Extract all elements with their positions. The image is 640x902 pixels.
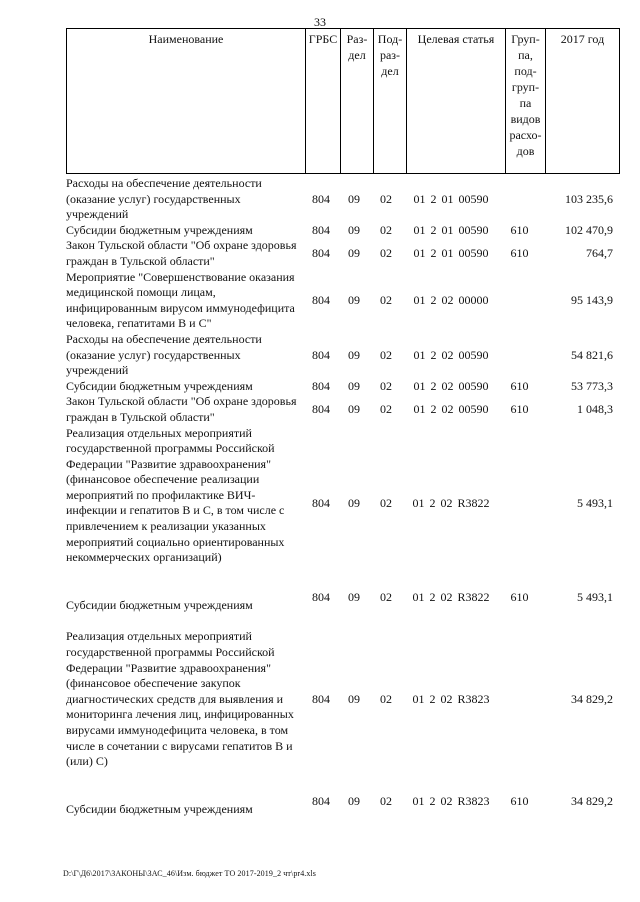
header-name: Наименование xyxy=(67,29,306,174)
cell-amount: 34 829,2 xyxy=(571,691,613,706)
cell-grbs: 804 xyxy=(312,402,330,417)
cell-name xyxy=(66,223,304,239)
cell-target: 01 2 01 00590 xyxy=(413,246,489,261)
cell-vid xyxy=(500,270,539,332)
cell-grbs: 804 xyxy=(312,793,330,808)
cell-podrazdel: 02 xyxy=(380,589,392,604)
cell-podrazdel: 02 xyxy=(380,378,392,393)
cell-amount: 764,7 xyxy=(586,246,613,261)
table-row xyxy=(66,332,615,379)
cell-target: 01 2 02 R3822 xyxy=(412,495,490,510)
header-target: Целевая статья xyxy=(407,29,506,174)
cell-amount: 102 470,9 xyxy=(565,222,613,237)
row-spacer xyxy=(66,582,304,598)
table-row xyxy=(66,238,615,269)
header-podrazdel: Под-раз-дел xyxy=(374,29,407,174)
cell-amount: 5 493,1 xyxy=(577,589,613,604)
row-name-text: Субсидии бюджетным учреждениям xyxy=(66,801,253,816)
cell-podrazdel: 02 xyxy=(380,191,392,206)
cell-razdel: 09 xyxy=(348,589,360,604)
cell-razdel: 09 xyxy=(348,495,360,510)
cell-target: 01 2 02 R3823 xyxy=(412,793,490,808)
budget-table xyxy=(66,176,615,817)
row-spacer xyxy=(66,566,304,582)
cell-amount: 95 143,9 xyxy=(571,292,613,307)
row-name-text: Мероприятие "Совершенствование оказания медицинской помощи лицам, инфицированным вирусом иммунодефицита человека, гепатитами В и С" xyxy=(66,269,295,331)
row-name-text: Реализация отдельных мероприятий государственной программы Российской Федерации "Развитие здравоохранения" (финансовое обеспечение реализации мероприятий по профилактике ВИЧ-инфекции и гепатитов В и С, в том числе с привлечением к реализации указанных мероприятий социально ориентированных некоммерческих организаций) xyxy=(66,425,285,565)
cell-grbs: 804 xyxy=(312,347,330,362)
header-grbs: ГРБС xyxy=(306,29,341,174)
cell-podrazdel: 02 xyxy=(380,793,392,808)
file-path-footer: D:\Г\Д6\2017\ЗАКОНЫ\ЗАС_46\Изм. бюджет ТО 2017-2019_2 чт\pr4.xls xyxy=(63,869,317,878)
row-name-text: Закон Тульской области "Об охране здоровья граждан в Тульской области" xyxy=(66,394,297,424)
cell-name xyxy=(66,379,304,395)
cell-target: 01 2 02 00590 xyxy=(413,347,489,362)
cell-name xyxy=(66,332,304,379)
cell-razdel: 09 xyxy=(348,402,360,417)
cell-razdel: 09 xyxy=(348,222,360,237)
cell-vid: 610 xyxy=(510,222,529,237)
table-row xyxy=(66,582,615,614)
table-row xyxy=(66,786,615,818)
table-row xyxy=(66,394,615,425)
cell-razdel: 09 xyxy=(348,793,360,808)
cell-podrazdel: 02 xyxy=(380,246,392,261)
row-name-text: Субсидии бюджетным учреждениям xyxy=(66,597,253,612)
row-spacer xyxy=(66,613,304,629)
cell-amount: 53 773,3 xyxy=(571,378,613,393)
cell-name xyxy=(66,786,304,818)
cell-vid xyxy=(500,613,539,785)
cell-amount: 54 821,6 xyxy=(571,347,613,362)
row-name-text: Субсидии бюджетным учреждениям xyxy=(66,378,253,393)
cell-name xyxy=(66,613,304,785)
cell-podrazdel: 02 xyxy=(380,402,392,417)
cell-vid xyxy=(500,332,539,379)
cell-target: 01 2 01 00590 xyxy=(413,222,489,237)
cell-grbs: 804 xyxy=(312,191,330,206)
cell-podrazdel: 02 xyxy=(380,292,392,307)
cell-podrazdel: 02 xyxy=(380,691,392,706)
row-name-text: Реализация отдельных мероприятий государственной программы Российской Федерации "Развитие здравоохранения" (финансовое обеспечение закупок диагностических средств для выявления и мониторинга лечения лиц, инфицированных вирусами иммунодефицита человека, в том числе в сочетании с вирусами гепатитов В и (или) С) xyxy=(66,629,294,769)
table-row xyxy=(66,379,615,395)
row-name-text: Субсидии бюджетным учреждениям xyxy=(66,222,253,237)
cell-grbs: 804 xyxy=(312,589,330,604)
cell-vid: 610 xyxy=(510,246,529,261)
cell-vid: 610 xyxy=(510,793,529,808)
cell-target: 01 2 01 00590 xyxy=(413,191,489,206)
cell-razdel: 09 xyxy=(348,378,360,393)
cell-vid: 610 xyxy=(510,378,529,393)
cell-target: 01 2 02 00000 xyxy=(413,292,489,307)
cell-razdel: 09 xyxy=(348,691,360,706)
table-row xyxy=(66,270,615,332)
cell-grbs: 804 xyxy=(312,691,330,706)
table-header xyxy=(66,28,620,174)
row-name-text: Закон Тульской области "Об охране здоровья граждан в Тульской области" xyxy=(66,238,297,268)
cell-vid: 610 xyxy=(510,589,529,604)
row-name-text: Расходы на обеспечение деятельности (оказание услуг) государственных учреждений xyxy=(66,331,262,378)
cell-razdel: 09 xyxy=(348,246,360,261)
cell-name xyxy=(66,426,304,582)
cell-name xyxy=(66,238,304,269)
header-year: 2017 год xyxy=(546,29,620,174)
cell-grbs: 804 xyxy=(312,222,330,237)
cell-amount: 5 493,1 xyxy=(577,495,613,510)
table-row xyxy=(66,223,615,239)
budget-table-body xyxy=(66,176,615,817)
cell-podrazdel: 02 xyxy=(380,347,392,362)
header-vid: Груп-па, под-груп-па видов расхо-дов xyxy=(506,29,546,174)
cell-target: 01 2 02 R3822 xyxy=(412,589,490,604)
cell-grbs: 804 xyxy=(312,292,330,307)
row-spacer xyxy=(66,786,304,802)
cell-name xyxy=(66,176,304,223)
page-number: 33 xyxy=(314,15,326,29)
header-razdel: Раз-дел xyxy=(341,29,374,174)
row-spacer xyxy=(66,770,304,786)
cell-podrazdel: 02 xyxy=(380,495,392,510)
cell-name xyxy=(66,270,304,332)
table-row xyxy=(66,613,615,785)
cell-vid xyxy=(500,176,539,223)
row-name-text: Расходы на обеспечение деятельности (оказание услуг) государственных учреждений xyxy=(66,176,262,222)
cell-target: 01 2 02 00590 xyxy=(413,378,489,393)
cell-amount: 1 048,3 xyxy=(577,402,613,417)
cell-grbs: 804 xyxy=(312,246,330,261)
cell-podrazdel: 02 xyxy=(380,222,392,237)
table-row xyxy=(66,426,615,582)
cell-razdel: 09 xyxy=(348,347,360,362)
cell-vid xyxy=(500,426,539,582)
cell-grbs: 804 xyxy=(312,495,330,510)
cell-razdel: 09 xyxy=(348,191,360,206)
cell-vid: 610 xyxy=(510,402,529,417)
cell-name xyxy=(66,394,304,425)
cell-razdel: 09 xyxy=(348,292,360,307)
cell-name xyxy=(66,582,304,614)
cell-target: 01 2 02 R3823 xyxy=(412,691,490,706)
cell-grbs: 804 xyxy=(312,378,330,393)
table-row xyxy=(66,176,615,223)
cell-target: 01 2 02 00590 xyxy=(413,402,489,417)
cell-amount: 34 829,2 xyxy=(571,793,613,808)
cell-amount: 103 235,6 xyxy=(565,191,613,206)
